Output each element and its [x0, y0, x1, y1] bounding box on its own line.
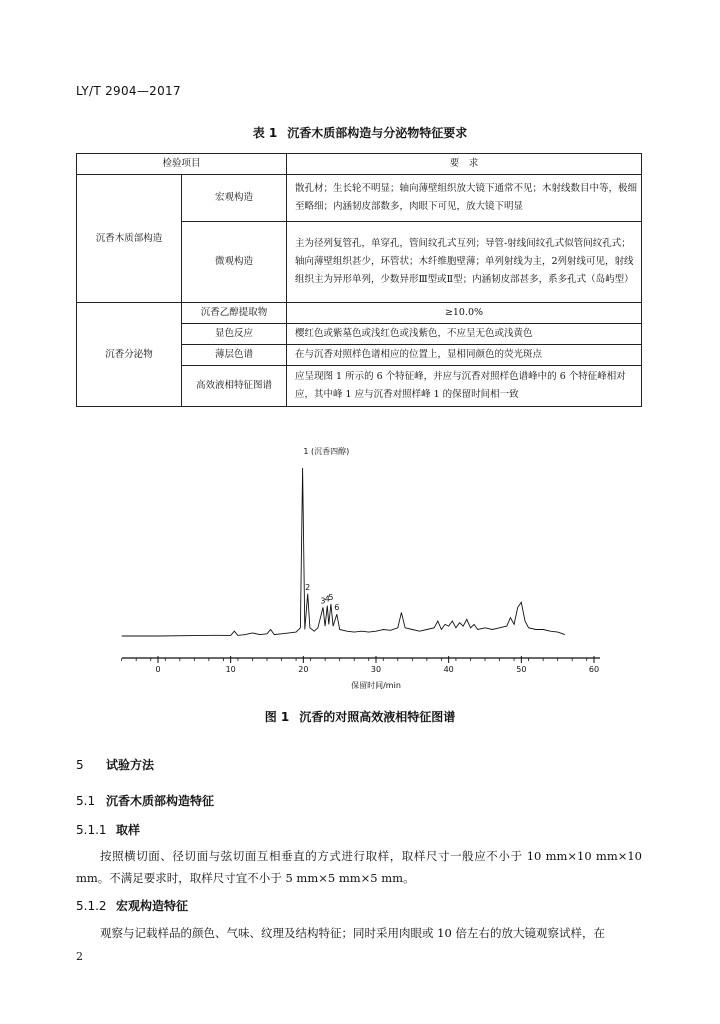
requirement-cell: 主为径列复管孔，单穿孔，管间纹孔式互列；导管-射线间纹孔式似管间纹孔式；轴向薄壁组织甚少，环管状；木纤维胞壁薄；单列射线为主，2列射线可见，射线组织主为异形单列，少数异形Ⅲ型或Ⅱ型；内涵韧皮部甚多，系多孔式（岛屿型）	[287, 222, 642, 303]
table-label: 表 1	[252, 126, 278, 140]
x-axis-label: 保留时间/min	[351, 681, 401, 690]
peak-label: 5	[328, 593, 334, 602]
peak-label: 3	[320, 596, 326, 606]
table-title	[0, 124, 720, 141]
macro-structure-paragraph: 观察与记载样品的颜色、气味、纹理及结构特征；同时采用肉眼或 10 倍左右的放大镜观察试样，在	[100, 926, 605, 940]
section-5-1-2-heading	[76, 897, 188, 914]
table-row	[77, 303, 642, 324]
x-tick-label: 10	[225, 665, 236, 674]
sampling-paragraph: 按照横切面、径切面与弦切面互相垂直的方式进行取样，取样尺寸一般应不小于 10 mm×10 mm×10 mm。不满足要求时，取样尺寸宜不小于 5 mm×5 mm×5 mm。	[76, 849, 642, 885]
category-cell: 沉香木质部构造	[77, 175, 182, 303]
header-item: 检验项目	[77, 154, 287, 175]
requirement-cell: 樱红色或紫墓色或浅红色或浅紫色，不应呈无色或浅黄色	[287, 324, 642, 345]
item-cell: 微观构造	[182, 222, 287, 303]
section-number: 5.1.1	[76, 823, 107, 837]
item-cell: 显色反应	[182, 324, 287, 345]
section-number: 5	[76, 758, 84, 772]
item-cell: 沉香乙醇提取物	[182, 303, 287, 324]
header-requirement: 要 求	[287, 154, 642, 175]
item-cell: 高效液相特征图谱	[182, 366, 287, 407]
section-title: 试验方法	[106, 758, 155, 772]
section-5-1-heading	[76, 792, 214, 809]
requirements-table	[76, 153, 642, 407]
x-tick-label: 60	[588, 665, 600, 674]
peak-label: 1 (沉香四醇)	[303, 447, 350, 456]
section-5-heading	[76, 756, 154, 773]
section-number: 5.1	[76, 794, 96, 808]
x-tick-label: 40	[443, 665, 454, 674]
item-cell: 薄层色谱	[182, 345, 287, 366]
peak-label: 2	[305, 582, 311, 592]
peak-label: 4	[324, 594, 330, 604]
x-tick-label: 20	[298, 665, 309, 674]
chromatogram-trace	[122, 468, 565, 636]
x-tick-label: 0	[155, 665, 161, 674]
section-5-1-1-heading	[76, 821, 140, 838]
peak-label: 6	[334, 603, 340, 613]
section-title: 取样	[116, 823, 141, 837]
requirement-cell: 在与沉香对照样色谱相应的位置上，显相同颜色的荧光斑点	[287, 345, 642, 366]
section-title: 宏观构造特征	[116, 899, 189, 913]
figure-caption-text: 沉香的对照高效液相特征图谱	[299, 710, 456, 724]
x-tick-label: 50	[516, 665, 527, 674]
x-tick-label: 30	[370, 665, 382, 674]
item-cell: 宏观构造	[182, 175, 287, 222]
requirement-cell: 散孔材；生长轮不明显；轴向薄壁组织放大镜下通常不见；木射线数目中等，极细至略细；内涵韧皮部数多，肉眼下可见，放大镜下明显	[287, 175, 642, 222]
figure-caption	[0, 708, 720, 725]
section-title: 沉香木质部构造特征	[106, 794, 215, 808]
section-number: 5.1.2	[76, 899, 107, 913]
standard-number: LY/T 2904—2017	[76, 84, 181, 98]
requirement-cell: 应呈现图 1 所示的 6 个特征峰，并应与沉香对照样色谱峰中的 6 个特征峰相对应，其中峰 1 应与沉香对照样峰 1 的保留时间相一致	[287, 366, 642, 407]
category-cell: 沉香分泌物	[77, 303, 182, 407]
table-header-row	[77, 154, 642, 175]
hplc-chromatogram	[110, 438, 610, 693]
table-title-text: 沉香木质部构造与分泌物特征要求	[287, 126, 468, 140]
page-number: 2	[76, 950, 83, 963]
requirement-cell: ≥10.0%	[287, 303, 642, 324]
table-row	[77, 175, 642, 222]
figure-label: 图 1	[264, 710, 290, 724]
